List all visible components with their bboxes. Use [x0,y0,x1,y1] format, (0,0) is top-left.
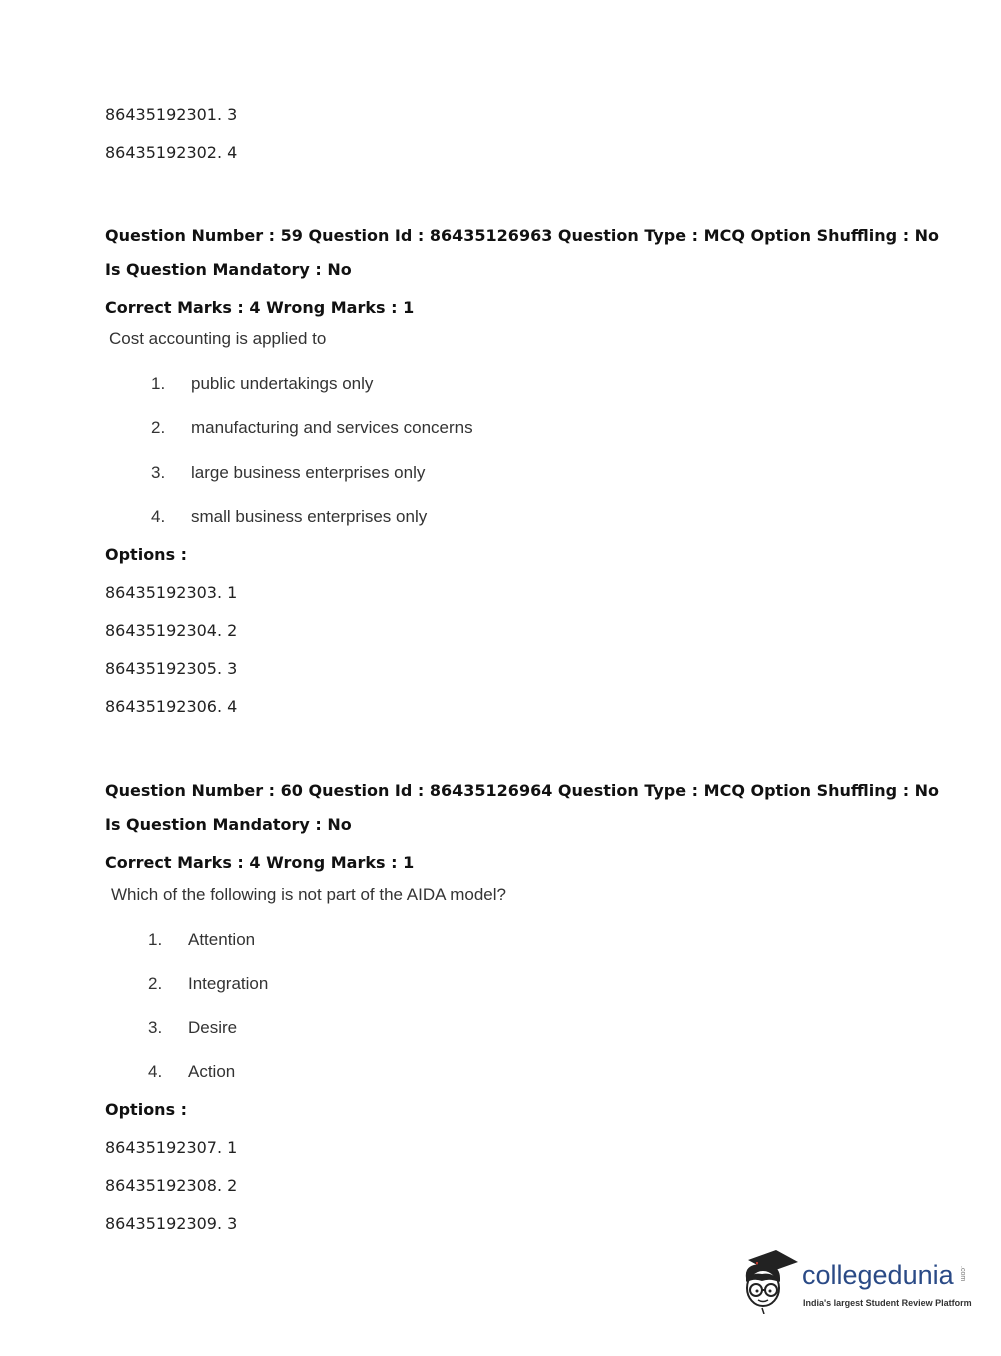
choice-text: large business enterprises only [191,463,426,482]
choice-number: 4. [151,507,166,526]
options-label: Options : [105,545,188,564]
choice-number: 3. [148,1018,163,1037]
choice-text: small business enterprises only [191,507,428,526]
question-text: Which of the following is not part of the AIDA model? [111,885,506,904]
brand-suffix: .com [959,1266,966,1282]
choice-number: 3. [151,463,166,482]
option-line: 86435192308. 2 [105,1176,238,1195]
option-line: 86435192307. 1 [105,1138,238,1157]
option-line: 86435192303. 1 [105,583,238,602]
option-line: 86435192306. 4 [105,697,238,716]
choice-text: Action [188,1062,236,1081]
question-mandatory: Is Question Mandatory : No [105,815,352,834]
choice-number: 2. [148,974,163,993]
question-header: Question Number : 59 Question Id : 86435126963 Question Type : MCQ Option Shuffling : No [105,226,940,245]
choice-text: Attention [188,930,256,949]
option-line: 86435192302. 4 [105,143,238,162]
choice-number: 1. [148,930,163,949]
choice-number: 1. [151,374,166,393]
brand-tagline: India's largest Student Review Platform [803,1298,972,1308]
collegedunia-logo[interactable] [740,1248,970,1318]
brand-name: collegedunia [802,1260,954,1290]
question-marks: Correct Marks : 4 Wrong Marks : 1 [105,298,415,317]
question-text: Cost accounting is applied to [109,329,327,348]
choice-text: public undertakings only [191,374,374,393]
option-line: 86435192309. 3 [105,1214,238,1233]
question-header: Question Number : 60 Question Id : 86435126964 Question Type : MCQ Option Shuffling : No [105,781,940,800]
choice-text: manufacturing and services concerns [191,418,473,437]
option-line: 86435192305. 3 [105,659,238,678]
choice-number: 4. [148,1062,163,1081]
choice-number: 2. [151,418,166,437]
option-line: 86435192304. 2 [105,621,238,640]
options-label: Options : [105,1100,188,1119]
choice-text: Desire [188,1018,238,1037]
option-line: 86435192301. 3 [105,105,238,124]
mascot-icon [740,1248,800,1314]
choice-text: Integration [188,974,269,993]
question-mandatory: Is Question Mandatory : No [105,260,352,279]
question-marks: Correct Marks : 4 Wrong Marks : 1 [105,853,415,872]
